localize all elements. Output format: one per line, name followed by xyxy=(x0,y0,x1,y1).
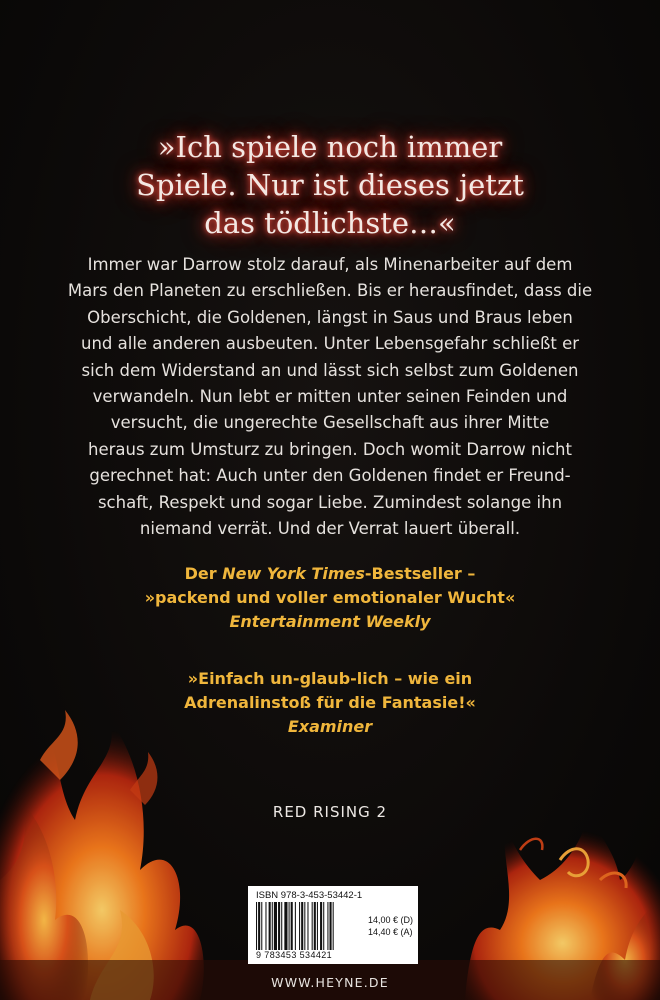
blurb-line: heraus zum Umsturz zu bringen. Doch womit Darrow nicht xyxy=(88,439,572,459)
praise-nyt-headline xyxy=(60,562,600,586)
book-blurb xyxy=(60,252,600,542)
blurb-line: Mars den Planeten zu erschließen. Bis er herausfindet, dass die xyxy=(67,281,593,301)
blurb-line: Oberschicht, die Goldenen, längst in Saus und Braus leben xyxy=(87,307,573,327)
barcode-bar xyxy=(327,902,328,950)
blurb-line: und alle anderen ausbeuten. Unter Lebensgefahr schließt er xyxy=(80,334,580,354)
praise-suffix: -Bestseller – xyxy=(364,564,476,583)
barcode-bar xyxy=(289,902,290,950)
price-germany: 14,00 € (D) xyxy=(368,915,414,925)
barcode-digits: 9 783453 534421 xyxy=(256,950,333,960)
publisher-website: WWW.HEYNE.DE xyxy=(271,975,389,990)
barcode-bar xyxy=(301,902,303,950)
blurb-line: Immer war Darrow stolz darauf, als Minenarbeiter auf dem xyxy=(87,255,573,274)
price-list xyxy=(368,914,413,938)
barcode-bar xyxy=(295,902,296,950)
praise-publication-title: New York Times xyxy=(222,564,365,583)
barcode-bar xyxy=(278,902,280,950)
blurb-line: verwandeln. Nun lebt er mitten unter seinen Feinden und xyxy=(92,387,568,407)
barcode-bars xyxy=(256,902,364,950)
cover-quote xyxy=(60,128,600,242)
praise-source-name: Examiner xyxy=(287,717,373,736)
praise-nyt xyxy=(60,562,600,634)
blurb-line: niemand verrät. Und der Verrat lauert überall. xyxy=(139,519,521,539)
barcode-bar xyxy=(307,902,308,950)
cover-quote-line: »Ich spiele noch immer xyxy=(157,130,503,164)
blurb-line: sich dem Widerstand an und lässt sich selbst zum Goldenen xyxy=(81,360,579,380)
isbn-text: ISBN 978-3-453-53442-1 xyxy=(256,890,363,901)
barcode-bar xyxy=(333,902,334,950)
praise-quote-line: »Einfach un-glaub-lich – wie ein xyxy=(187,669,473,688)
barcode-bar xyxy=(312,902,313,950)
barcode-bar xyxy=(291,902,293,950)
barcode-bar xyxy=(317,902,318,950)
barcode-bar xyxy=(272,902,273,950)
price-austria: 14,40 € (A) xyxy=(368,927,413,937)
series-title: RED RISING 2 xyxy=(272,803,388,821)
barcode-bar xyxy=(299,902,300,950)
barcode-bar xyxy=(274,902,277,950)
praise-examiner xyxy=(60,667,600,739)
barcode-bar xyxy=(261,902,262,950)
barcode-bar xyxy=(304,902,305,950)
barcode-bar xyxy=(330,902,332,950)
barcode-bar xyxy=(284,902,287,950)
barcode-bar xyxy=(314,902,316,950)
praise-source xyxy=(60,610,600,634)
praise-quote-line: Adrenalinstoß für die Fantasie!« xyxy=(184,693,476,712)
barcode-bar xyxy=(320,902,322,950)
praise-source xyxy=(60,715,600,739)
cover-quote-line: das tödlichste…« xyxy=(204,206,456,240)
praise-quote: »packend und voller emotionaler Wucht« xyxy=(144,588,516,607)
left-flames xyxy=(0,700,204,1000)
barcode-bar xyxy=(269,902,271,950)
blurb-line: gerechnet hat: Auch unter den Goldenen findet er Freund- xyxy=(89,466,571,486)
barcode-bar xyxy=(256,902,257,950)
praise-prefix: Der xyxy=(184,564,223,583)
cover-quote-line: Spiele. Nur ist dieses jetzt xyxy=(136,168,524,202)
barcode-label xyxy=(248,886,418,964)
blurb-line: schaft, Respekt und sogar Liebe. Zumindest solange ihn xyxy=(97,492,563,512)
praise-source-name: Entertainment Weekly xyxy=(229,612,431,631)
blurb-line: versucht, die ungerechte Gesellschaft aus ihrer Mitte xyxy=(110,413,550,433)
barcode-bar xyxy=(323,902,324,950)
barcode-bar xyxy=(258,902,260,950)
barcode-bar xyxy=(265,902,266,950)
barcode-bar xyxy=(281,902,282,950)
